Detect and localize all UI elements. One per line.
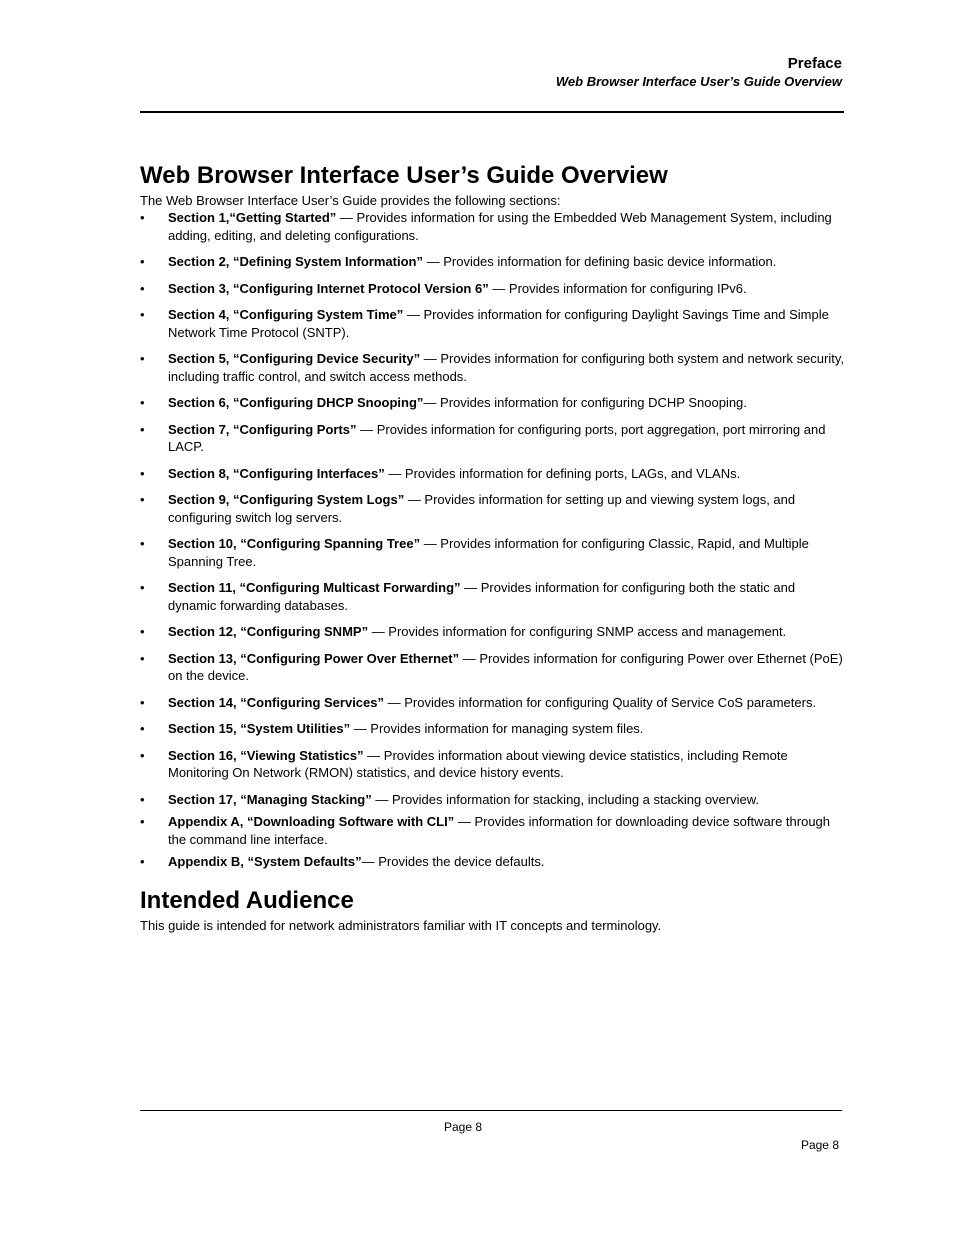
audience-text: This guide is intended for network administrators familiar with IT concepts and terminology. [140, 917, 662, 933]
list-item [140, 623, 844, 641]
list-item [140, 694, 844, 712]
list-item [140, 720, 844, 738]
running-header-subtitle: Web Browser Interface User’s Guide Overview [555, 74, 842, 89]
footer-page-number-right: Page 8 [800, 1138, 839, 1152]
section-list [140, 209, 844, 871]
bullet-glyph: • [140, 747, 145, 763]
section-description: — Provides information for managing system files. [350, 721, 644, 736]
section-title: Section 1,“Getting Started” [168, 210, 337, 225]
bullet-glyph: • [140, 624, 145, 639]
bullet-glyph: • [140, 721, 145, 736]
section-description: — Provides information for configuring Daylight Savings Time and Simple Network Time Protocol (SNTP). [168, 307, 829, 340]
overview-intro: The Web Browser Interface User’s Guide provides the following sections: [140, 193, 561, 208]
bullet-glyph: • [140, 854, 145, 869]
section-description: — Provides information for configuring Power over Ethernet (PoE) on the device. [168, 650, 843, 683]
section-description: — Provides information for using the Embedded Web Management System, including adding, editing, and deleting configurations. [168, 210, 832, 243]
section-description: — Provides the device defaults. [361, 854, 545, 869]
footer-page-number-center: Page 8 [443, 1120, 483, 1134]
section-title: Appendix A, “Downloading Software with CLI” [168, 814, 455, 829]
section-description: — Provides information for stacking, including a stacking overview. [371, 791, 760, 807]
bullet-glyph: • [140, 465, 145, 481]
bullet-glyph: • [140, 395, 145, 410]
bullet-glyph: • [140, 791, 145, 807]
section-title: Section 9, “Configuring System Logs” [168, 492, 405, 507]
bullet-glyph: • [140, 650, 145, 666]
bullet-glyph: • [140, 351, 145, 366]
list-item [140, 650, 844, 685]
section-title: Section 17, “Managing Stacking” [168, 791, 372, 807]
bullet-glyph: • [140, 280, 145, 296]
section-title: Section 13, “Configuring Power Over Ethernet” [168, 650, 460, 666]
running-header-chapter: Preface [787, 55, 842, 72]
list-item [140, 253, 844, 271]
section-title: Section 4, “Configuring System Time” [168, 307, 404, 322]
header-rule [140, 111, 844, 113]
section-title: Section 5, “Configuring Device Security” [168, 351, 421, 366]
overview-heading: Web Browser Interface User’s Guide Overview [140, 162, 668, 189]
section-title: Appendix B, “System Defaults” [168, 854, 362, 869]
section-title: Section 12, “Configuring SNMP” [168, 624, 369, 639]
footer-rule [140, 1110, 842, 1111]
section-description: — Provides information for configuring both the static and dynamic forwarding databases. [168, 580, 796, 613]
section-description: — Provides information for setting up and viewing system logs, and configuring switch log servers. [168, 492, 796, 525]
section-description: — Provides information for defining ports, LAGs, and VLANs. [384, 465, 741, 481]
list-item [140, 421, 844, 456]
section-description: — Provides information about viewing device statistics, including Remote Monitoring On Network (RMON) statistics, and device history events. [168, 747, 788, 780]
list-item [140, 209, 844, 244]
bullet-glyph: • [140, 694, 145, 710]
section-title: Section 2, “Defining System Information” [168, 254, 423, 269]
section-description: — Provides information for configuring DCHP Snooping. [423, 395, 747, 410]
list-item [140, 747, 844, 782]
bullet-glyph: • [140, 307, 145, 322]
bullet-glyph: • [140, 814, 145, 829]
section-title: Section 7, “Configuring Ports” [168, 421, 357, 437]
bullet-glyph: • [140, 580, 145, 595]
section-description: — Provides information for configuring SNMP access and management. [368, 624, 787, 639]
section-title: Section 15, “System Utilities” [168, 721, 351, 736]
list-item [140, 465, 844, 483]
section-title: Section 10, “Configuring Spanning Tree” [168, 536, 421, 551]
bullet-glyph: • [140, 492, 145, 507]
bullet-glyph: • [140, 254, 145, 269]
list-item [140, 853, 844, 871]
list-item [140, 813, 844, 848]
section-description: — Provides information for configuring ports, port aggregation, port mirroring and LACP. [168, 421, 826, 454]
section-description: — Provides information for configuring IPv6. [488, 280, 747, 296]
section-title: Section 11, “Configuring Multicast Forwarding” [168, 580, 461, 595]
list-item [140, 350, 844, 385]
section-description: — Provides information for defining basic device information. [422, 254, 777, 269]
page-content [140, 160, 844, 934]
section-description: — Provides information for downloading device software through the command line interface. [168, 814, 831, 847]
section-title: Section 3, “Configuring Internet Protocol Version 6” [168, 280, 489, 296]
section-title: Section 14, “Configuring Services” [168, 694, 384, 710]
section-title: Section 8, “Configuring Interfaces” [168, 465, 385, 481]
list-item [140, 306, 844, 341]
section-description: — Provides information for configuring both system and network security, including traffic control, and switch access methods. [168, 351, 845, 384]
running-header [556, 55, 842, 90]
audience-heading: Intended Audience [140, 886, 354, 914]
list-item [140, 579, 844, 614]
bullet-glyph: • [140, 421, 145, 437]
section-description: — Provides information for configuring Classic, Rapid, and Multiple Spanning Tree. [168, 536, 809, 569]
list-item [140, 280, 844, 298]
bullet-glyph: • [140, 210, 145, 225]
section-description: — Provides information for configuring Quality of Service CoS parameters. [384, 694, 817, 710]
list-item [140, 535, 844, 570]
bullet-glyph: • [140, 536, 145, 551]
section-title: Section 6, “Configuring DHCP Snooping” [168, 395, 424, 410]
list-item [140, 394, 844, 412]
section-title: Section 16, “Viewing Statistics” [168, 747, 364, 763]
list-item [140, 791, 844, 809]
list-item [140, 491, 844, 526]
